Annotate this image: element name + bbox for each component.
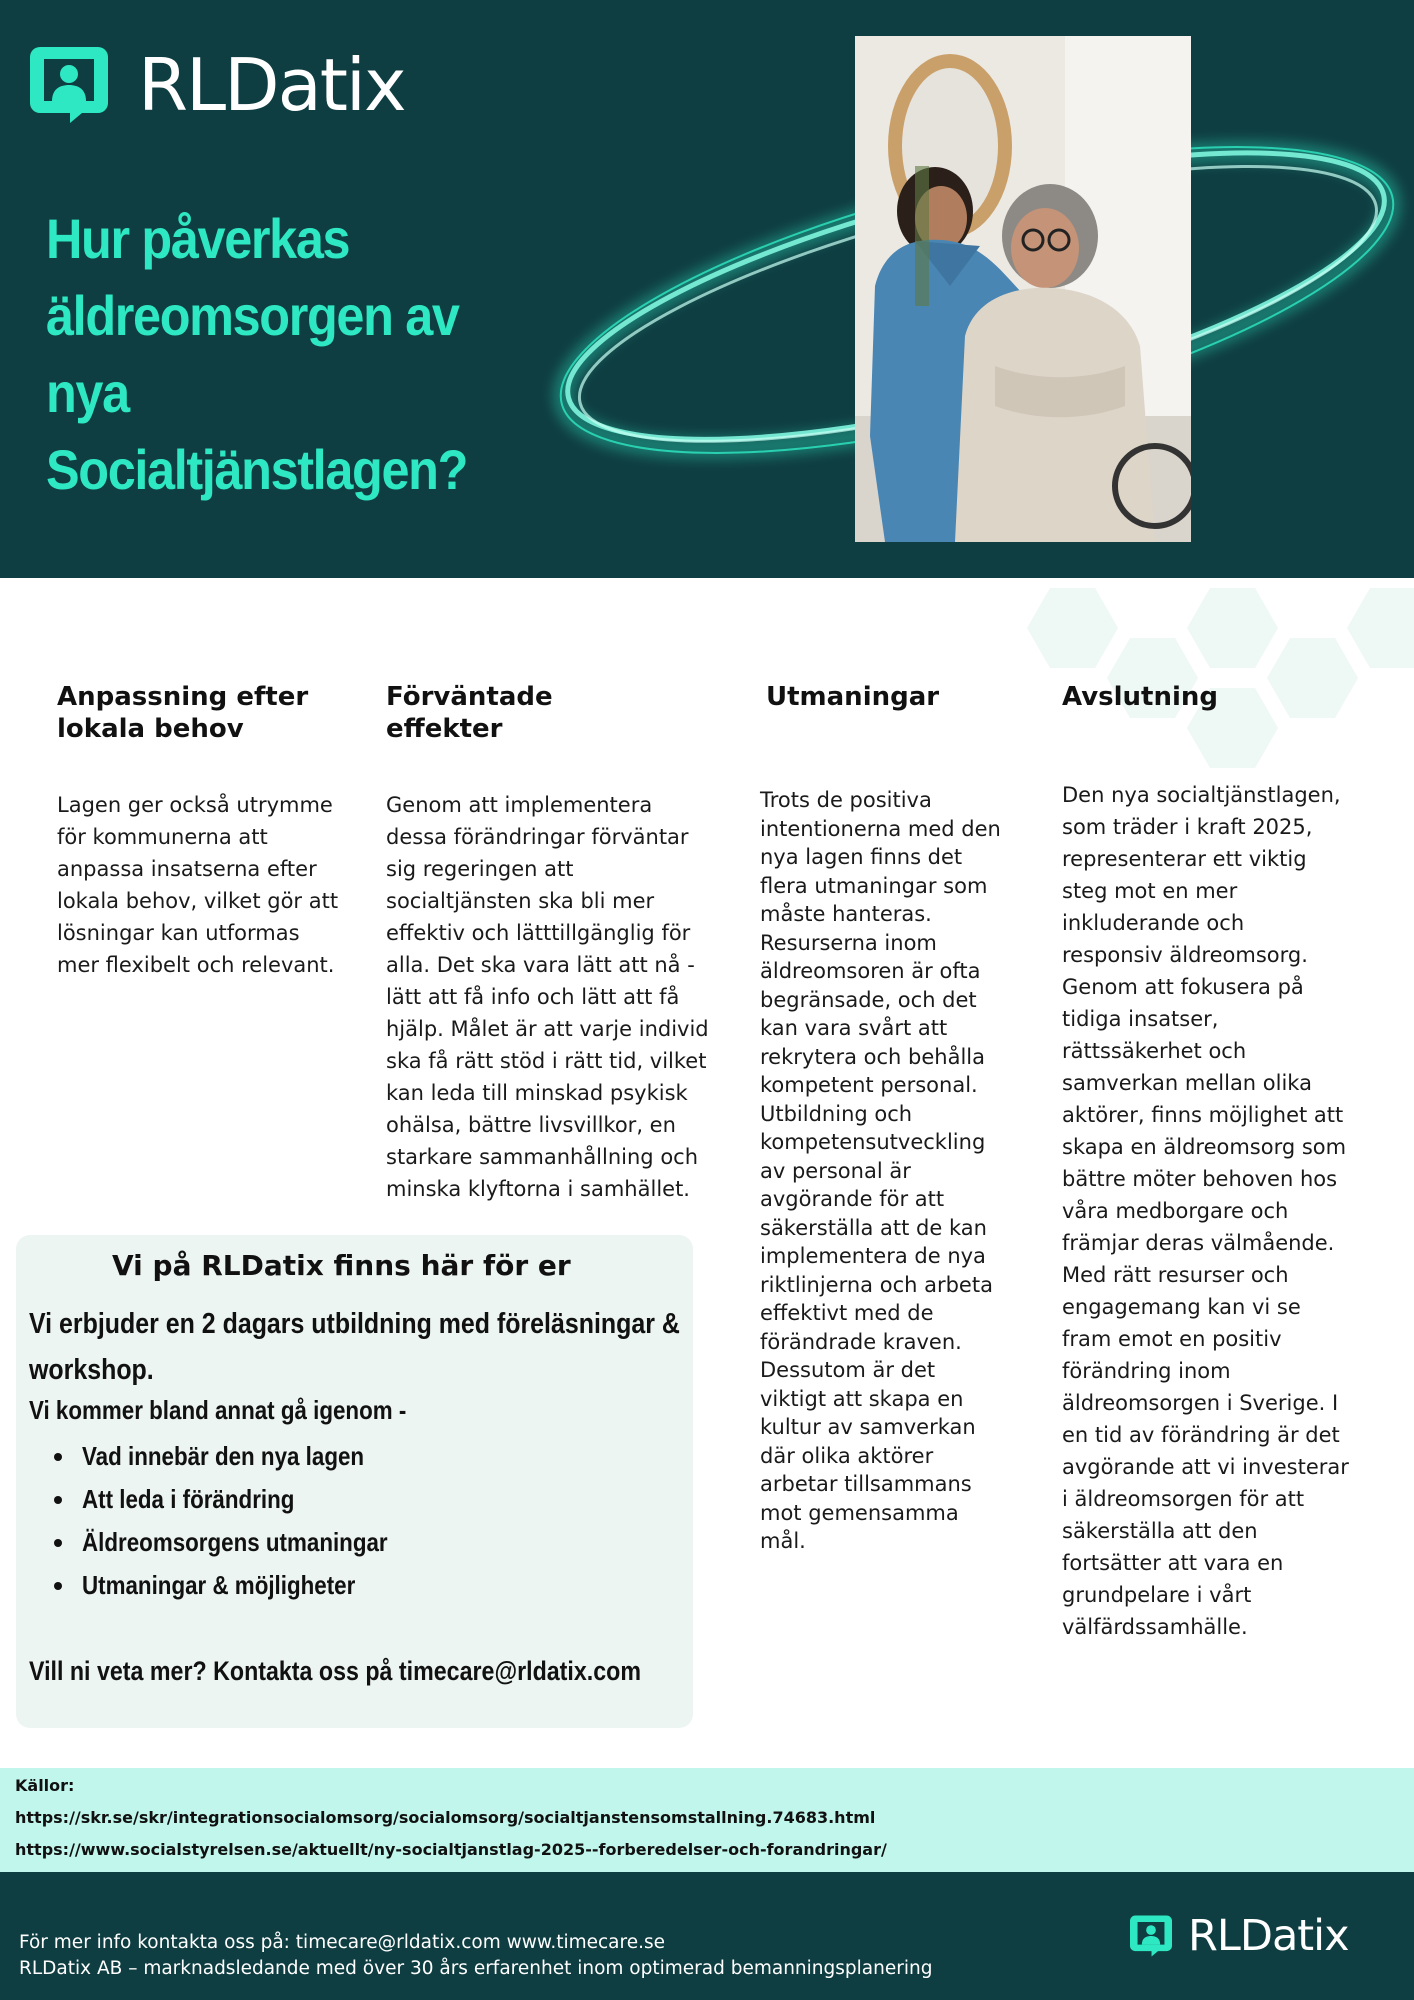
body-line: kan leda till minskad psykisk bbox=[386, 1081, 688, 1105]
column-heading bbox=[1062, 681, 1382, 713]
list-item-label: Utmaningar & möjligheter bbox=[82, 1570, 356, 1600]
body-line: mer flexibelt och relevant. bbox=[57, 953, 335, 977]
body-line: Genom att fokusera på bbox=[1062, 975, 1304, 999]
body-line: Den nya socialtjänstlagen, bbox=[1062, 783, 1341, 807]
column-heading bbox=[57, 681, 367, 745]
body-line: arbetar tillsammans bbox=[760, 1472, 972, 1496]
column-challenges bbox=[760, 681, 1036, 1556]
person-chat-icon bbox=[30, 47, 108, 123]
body-line: samverkan mellan olika bbox=[1062, 1071, 1312, 1095]
list-item-label: Att leda i förändring bbox=[82, 1484, 295, 1514]
body-line: en tid av förändring är det bbox=[1062, 1423, 1340, 1447]
body-line: lösningar kan utformas bbox=[57, 921, 300, 945]
body-line: riktlinjerna och arbeta bbox=[760, 1272, 993, 1297]
heading-line: effekter bbox=[386, 714, 503, 744]
body-line: Lagen ger också utrymme bbox=[57, 793, 333, 817]
body-line: ska få rätt stöd i rätt tid, vilket bbox=[386, 1049, 707, 1073]
list-item bbox=[54, 1435, 437, 1478]
body-line: lätt att få info och lätt att få bbox=[386, 985, 680, 1009]
column-heading bbox=[766, 681, 1036, 713]
body-line: främjar deras välmående. bbox=[1062, 1231, 1335, 1255]
body-line: ohälsa, bättre livsvillkor, en bbox=[386, 1113, 676, 1137]
body-line: flera utmaningar som bbox=[760, 873, 988, 898]
body-line: av personal är bbox=[760, 1158, 911, 1183]
body-line: där olika aktörer bbox=[760, 1443, 934, 1468]
body-line: nya lagen finns det bbox=[760, 845, 963, 869]
footer-contact: För mer info kontakta oss på: timecare@rldatix.com www.timecare.se bbox=[19, 1932, 665, 1953]
footer bbox=[0, 1872, 1414, 2000]
header-logo bbox=[30, 40, 405, 130]
body-line: äldreomsorgen i Sverige. I bbox=[1062, 1391, 1339, 1415]
body-line: förändring inom bbox=[1062, 1359, 1231, 1383]
offer-box bbox=[16, 1235, 693, 1728]
heading-line: lokala behov bbox=[57, 714, 244, 744]
body-line: lokala behov, vilket gör att bbox=[57, 889, 339, 913]
person-chat-icon bbox=[1130, 1915, 1172, 1957]
page-title bbox=[46, 200, 550, 508]
bullet-icon bbox=[54, 1453, 62, 1461]
body-line: avgörande att vi investerar bbox=[1062, 1455, 1349, 1479]
body-line: anpassa insatserna efter bbox=[57, 857, 317, 881]
body-line: avgörande för att bbox=[760, 1187, 945, 1211]
footer-tagline: RLDatix AB – marknadsledande med över 30 års erfarenhet inom optimerad bemanningsplanering bbox=[19, 1958, 933, 1979]
body-line: effektivt med de bbox=[760, 1301, 934, 1325]
body-line: skapa en äldreomsorg som bbox=[1062, 1135, 1347, 1159]
offer-intro: Vi kommer bland annat gå igenom - bbox=[29, 1395, 407, 1425]
body-line: Dessutom är det bbox=[760, 1358, 936, 1382]
offer-contact[interactable]: Vill ni veta mer? Kontakta oss på timecare@rldatix.com bbox=[29, 1656, 641, 1686]
body-line: kompetent personal. bbox=[760, 1073, 978, 1097]
title-line: Hur påverkas bbox=[46, 207, 350, 270]
body-line: Genom att implementera bbox=[386, 793, 653, 817]
column-expected-effects bbox=[386, 681, 736, 1205]
body-line: Trots de positiva bbox=[760, 788, 932, 812]
body-line: Utbildning och bbox=[760, 1101, 913, 1126]
body-line: grundpelare i vårt bbox=[1062, 1583, 1252, 1607]
bullet-icon bbox=[54, 1582, 62, 1590]
list-item bbox=[54, 1564, 437, 1607]
column-body bbox=[386, 789, 736, 1205]
body-line: välfärdssamhälle. bbox=[1062, 1615, 1248, 1639]
logo-text: RLDatix bbox=[1188, 1911, 1349, 1961]
body-line: fram emot en positiv bbox=[1062, 1327, 1282, 1351]
body-line: i äldreomsorgen för att bbox=[1062, 1487, 1305, 1511]
source-link[interactable]: https://www.socialstyrelsen.se/aktuellt/ny-socialtjanstlag-2025--forberedelser-och-forandringar/ bbox=[15, 1840, 887, 1859]
body-line: bättre möter behoven hos bbox=[1062, 1167, 1338, 1191]
body-line: engagemang kan vi se bbox=[1062, 1295, 1301, 1319]
body-line: säkerställa att den bbox=[1062, 1519, 1258, 1543]
body-line: aktörer, finns möjlighet att bbox=[1062, 1103, 1344, 1127]
body-line: effektiv och lätttillgänglig för bbox=[386, 921, 691, 945]
column-heading bbox=[386, 681, 736, 745]
column-local-needs bbox=[57, 681, 367, 981]
body-line: som träder i kraft 2025, bbox=[1062, 815, 1313, 839]
logo-text: RLDatix bbox=[138, 43, 405, 127]
lead-line: Vi erbjuder en 2 dagars utbildning med föreläsningar & bbox=[29, 1308, 680, 1340]
body-line: responsiv äldreomsorg. bbox=[1062, 943, 1308, 967]
body-line: mål. bbox=[760, 1529, 806, 1553]
footer-logo bbox=[1130, 1910, 1349, 1962]
body-line: intentionerna med den bbox=[760, 816, 1001, 841]
body-line: förändrade kraven. bbox=[760, 1329, 962, 1354]
heading-line: Förväntade bbox=[386, 682, 553, 712]
bullet-icon bbox=[54, 1496, 62, 1504]
body-line: steg mot en mer bbox=[1062, 879, 1238, 903]
body-line: för kommunerna att bbox=[57, 825, 268, 849]
offer-title: Vi på RLDatix finns här för er bbox=[112, 1249, 571, 1282]
sources-bar bbox=[0, 1768, 1414, 1872]
body-line: viktigt att skapa en bbox=[760, 1386, 964, 1411]
body-line: säkerställa att de kan bbox=[760, 1215, 987, 1240]
body-line: äldreomsoren är ofta bbox=[760, 959, 981, 983]
body-line: representerar ett viktig bbox=[1062, 847, 1307, 871]
body-line: hjälp. Målet är att varje individ bbox=[386, 1017, 709, 1041]
body-line: alla. Det ska vara lätt att nå - bbox=[386, 953, 695, 977]
source-link[interactable]: https://skr.se/skr/integrationsocialomsorg/socialomsorg/socialtjanstensomstallning.74683.html bbox=[15, 1808, 876, 1827]
body-line: måste hanteras. bbox=[760, 902, 932, 926]
body-line: Med rätt resurser och bbox=[1062, 1263, 1289, 1287]
list-item-label: Vad innebär den nya lagen bbox=[82, 1441, 365, 1471]
column-body bbox=[1062, 779, 1382, 1643]
body-line: våra medborgare och bbox=[1062, 1199, 1289, 1223]
body-line: sig regeringen att bbox=[386, 857, 574, 881]
title-line: Socialtjänstlagen? bbox=[46, 438, 468, 501]
body-line: starkare sammanhållning och bbox=[386, 1145, 699, 1169]
lead-line: workshop. bbox=[29, 1354, 154, 1386]
offer-lead bbox=[29, 1301, 680, 1393]
list-item bbox=[54, 1478, 437, 1521]
body-line: minska klyftorna i samhället. bbox=[386, 1177, 690, 1201]
body-line: rättssäkerhet och bbox=[1062, 1039, 1247, 1063]
column-conclusion bbox=[1062, 681, 1382, 1643]
hero-banner bbox=[0, 0, 1414, 578]
body-line: kompetensutveckling bbox=[760, 1130, 986, 1154]
body-line: rekrytera och behålla bbox=[760, 1044, 985, 1069]
heading-line: Avslutning bbox=[1062, 682, 1219, 712]
body-line: implementera de nya bbox=[760, 1244, 986, 1268]
column-body bbox=[760, 786, 1036, 1556]
body-line: inkluderande och bbox=[1062, 911, 1245, 935]
body-line: mot gemensamma bbox=[760, 1500, 959, 1525]
list-item bbox=[54, 1521, 437, 1564]
body-line: dessa förändringar förväntar bbox=[386, 825, 689, 849]
bullet-icon bbox=[54, 1539, 62, 1547]
body-line: tidiga insatser, bbox=[1062, 1007, 1219, 1031]
title-line: äldreomsorgen av nya bbox=[46, 284, 459, 424]
body-line: begränsade, och det bbox=[760, 987, 977, 1012]
list-item-label: Äldreomsorgens utmaningar bbox=[82, 1527, 388, 1557]
heading-line: Utmaningar bbox=[766, 682, 940, 712]
body-line: kan vara svårt att bbox=[760, 1016, 948, 1040]
offer-topic-list bbox=[54, 1435, 437, 1607]
heading-line: Anpassning efter bbox=[57, 682, 309, 712]
body-line: kultur av samverkan bbox=[760, 1415, 976, 1439]
body-line: fortsätter att vara en bbox=[1062, 1551, 1284, 1575]
caregiver-photo bbox=[855, 36, 1191, 542]
body-line: socialtjänsten ska bli mer bbox=[386, 889, 655, 913]
body-line: Resurserna inom bbox=[760, 930, 937, 955]
column-body bbox=[57, 789, 367, 981]
sources-label: Källor: bbox=[15, 1776, 75, 1795]
